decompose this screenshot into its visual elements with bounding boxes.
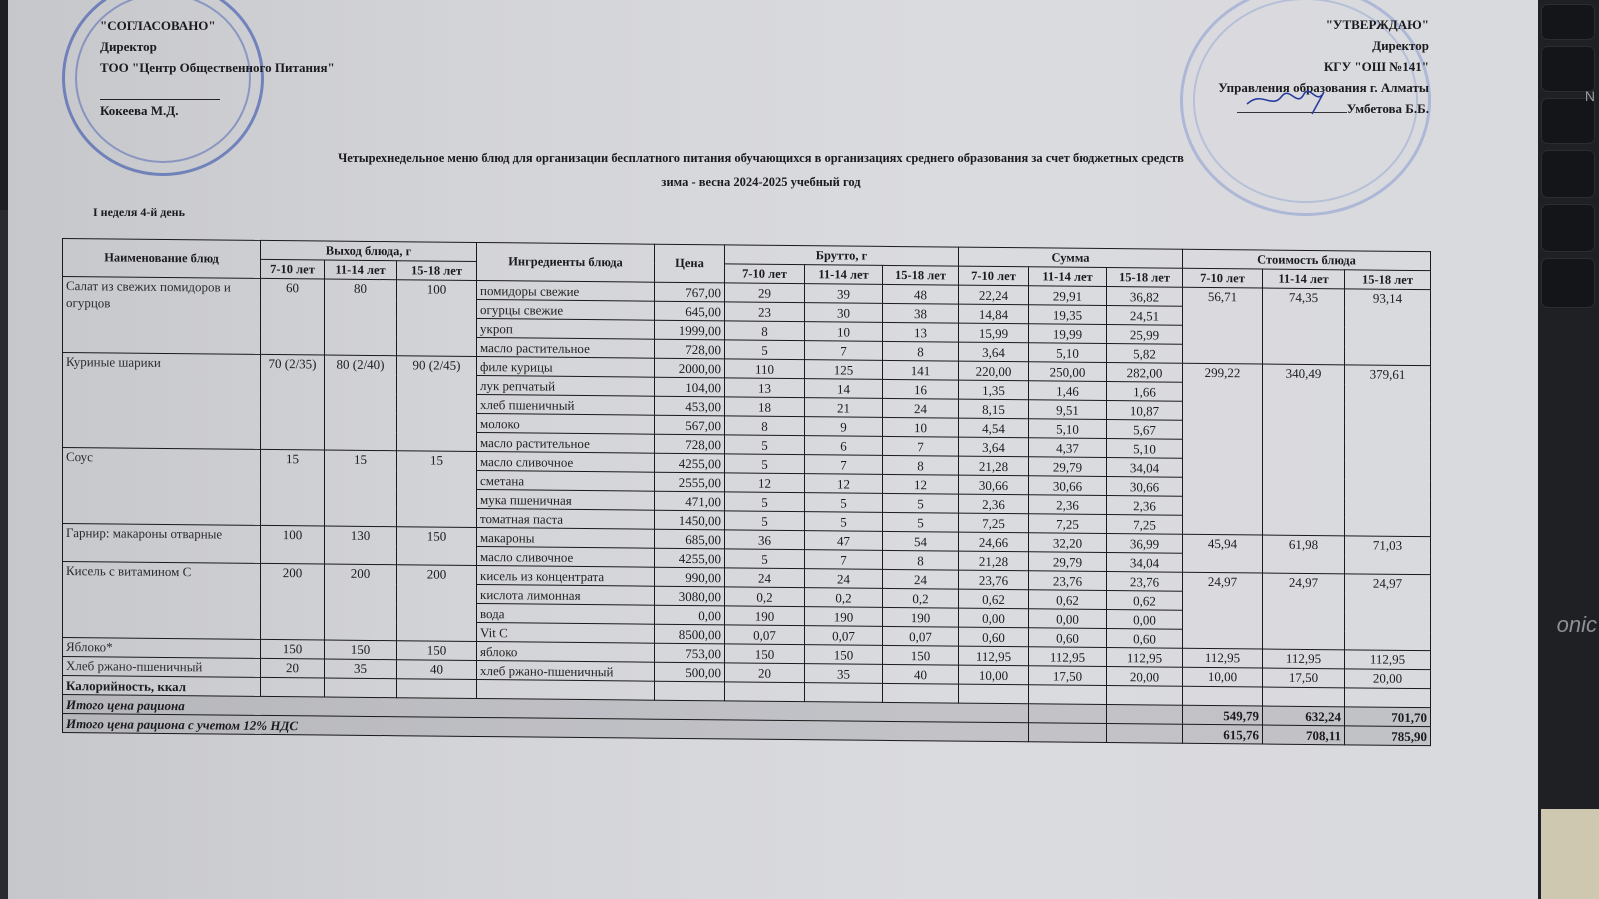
empty-cell (1107, 686, 1183, 706)
header-dish-name: Наименование блюд (63, 239, 261, 279)
signature-line (100, 78, 220, 100)
ingredient-price: 4255,00 (655, 548, 725, 568)
ingredient-gross: 190 (725, 606, 805, 626)
dish-cost: 299,22 (1183, 363, 1263, 535)
title-subtitle: зима - весна 2024-2025 учебный год (661, 175, 861, 189)
approval-department: Управления образования г. Алматы (1218, 80, 1429, 95)
ingredient-price: 1999,00 (655, 320, 725, 340)
ingredient-name: макароны (477, 527, 655, 548)
dish-yield: 130 (325, 526, 397, 565)
header-age: 11-14 лет (805, 265, 883, 285)
ingredient-gross: 14 (805, 379, 883, 399)
document-title (236, 146, 1286, 194)
ingredient-gross: 21 (805, 398, 883, 418)
ingredient-sum: 0,60 (959, 627, 1029, 647)
ingredient-gross: 12 (883, 474, 959, 494)
header-gross: Брутто, г (725, 245, 959, 266)
ingredient-name: помидоры свежие (477, 280, 655, 301)
ingredient-sum: 17,50 (1029, 666, 1107, 686)
menu-table (62, 238, 1431, 746)
dish-yield: 150 (397, 527, 477, 566)
ingredient-name: масло сливочное (477, 451, 655, 472)
ingredient-sum: 24,51 (1107, 306, 1183, 326)
ingredient-gross: 5 (725, 340, 805, 360)
ingredient-gross: 0,2 (725, 587, 805, 607)
ingredient-gross: 38 (883, 303, 959, 323)
empty-cell (261, 677, 325, 697)
ingredient-sum: 30,66 (959, 475, 1029, 495)
ingredient-gross: 0,07 (883, 626, 959, 646)
dish-yield: 35 (325, 659, 397, 679)
ingredient-sum: 5,10 (1029, 419, 1107, 439)
ingredient-name: огурцы свежие (477, 299, 655, 320)
empty-cell (1029, 723, 1107, 743)
ingredient-gross: 5 (725, 511, 805, 531)
empty-cell (397, 679, 477, 699)
ingredient-sum: 36,99 (1107, 534, 1183, 554)
ingredient-gross: 24 (883, 398, 959, 418)
ingredient-sum: 220,00 (959, 361, 1029, 381)
ingredient-price: 645,00 (655, 301, 725, 321)
ingredient-gross: 40 (883, 664, 959, 684)
ingredient-gross: 5 (725, 435, 805, 455)
ingredient-gross: 13 (725, 378, 805, 398)
ingredient-sum: 21,28 (959, 551, 1029, 571)
dish-yield: 150 (397, 641, 477, 661)
approval-block-right (1218, 14, 1429, 119)
ingredient-price: 685,00 (655, 529, 725, 549)
ingredient-gross: 24 (883, 569, 959, 589)
total-vat-value: 785,90 (1345, 726, 1431, 746)
ingredient-name: филе курицы (477, 356, 655, 377)
ingredient-price: 500,00 (655, 662, 725, 682)
ingredient-sum: 30,66 (1029, 476, 1107, 496)
header-age: 15-18 лет (883, 265, 959, 285)
empty-cell (1029, 704, 1107, 724)
ingredient-gross: 5 (883, 512, 959, 532)
ingredient-sum: 0,60 (1029, 628, 1107, 648)
ingredient-name: кисель из концентрата (477, 565, 655, 586)
empty-cell (1263, 687, 1345, 707)
ingredient-sum: 34,04 (1107, 458, 1183, 478)
ingredient-name: мука пшеничная (477, 489, 655, 510)
dish-yield: 90 (2/45) (397, 356, 477, 452)
ingredient-price: 4255,00 (655, 453, 725, 473)
total-vat-value: 615,76 (1183, 724, 1263, 744)
ingredient-gross: 39 (805, 284, 883, 304)
dish-name: Соус (63, 448, 261, 526)
ingredient-sum: 112,95 (1029, 647, 1107, 667)
ingredient-name: вода (477, 603, 655, 624)
ingredient-price: 753,00 (655, 643, 725, 663)
dish-yield: 40 (397, 660, 477, 680)
ingredient-sum: 36,82 (1107, 287, 1183, 307)
ingredient-gross: 8 (883, 341, 959, 361)
ingredient-sum: 23,76 (1107, 572, 1183, 592)
dish-yield: 200 (261, 563, 325, 640)
dish-name: Яблоко* (63, 638, 261, 659)
ingredient-name: яблоко (477, 641, 655, 662)
dish-cost: 112,95 (1263, 649, 1345, 669)
keyboard-key (1541, 204, 1595, 252)
ingredient-gross: 8 (725, 321, 805, 341)
dish-cost: 74,35 (1263, 288, 1345, 365)
approval-name: Умбетова Б.Б. (1346, 101, 1429, 116)
empty-cell (1183, 686, 1263, 706)
empty-cell (1107, 724, 1183, 744)
total-label: Итого цена рациона (63, 695, 1029, 723)
ingredient-sum: 15,99 (959, 323, 1029, 343)
ingredient-gross: 5 (725, 549, 805, 569)
dish-cost: 20,00 (1345, 669, 1431, 689)
ingredient-sum: 5,67 (1107, 420, 1183, 440)
dish-yield: 80 (325, 279, 397, 356)
ingredient-sum: 0,00 (1029, 609, 1107, 629)
keyboard-key (1541, 98, 1595, 144)
week-day-label: I неделя 4-й день (93, 205, 185, 219)
ingredient-price: 104,00 (655, 377, 725, 397)
keyboard-key (1541, 46, 1595, 92)
ingredient-sum: 0,62 (959, 589, 1029, 609)
ingredient-name: укроп (477, 318, 655, 339)
header-age: 7-10 лет (261, 259, 325, 279)
ingredient-price: 728,00 (655, 434, 725, 454)
ingredient-sum: 0,00 (1107, 610, 1183, 630)
keyboard-key-label: N (1584, 88, 1595, 104)
ingredient-sum: 3,64 (959, 437, 1029, 457)
ingredient-gross: 150 (725, 644, 805, 664)
approval-organization: ТОО "Центр Общественного Питания" (100, 60, 335, 75)
approval-position: Директор (100, 39, 157, 54)
ingredient-price: 567,00 (655, 415, 725, 435)
dish-cost: 56,71 (1183, 287, 1263, 364)
header-age: 7-10 лет (725, 264, 805, 284)
dish-yield: 15 (261, 449, 325, 526)
dish-cost: 112,95 (1345, 650, 1431, 670)
header-price: Цена (655, 244, 725, 283)
ingredient-name: лук репчатый (477, 375, 655, 396)
header-age: 7-10 лет (959, 266, 1029, 286)
dish-name: Кисель с витамином С (63, 562, 261, 640)
ingredient-gross: 18 (725, 397, 805, 417)
approval-block-left (100, 15, 335, 121)
dish-yield: 80 (2/40) (325, 355, 397, 451)
ingredient-sum: 1,35 (959, 380, 1029, 400)
header-age: 15-18 лет (1345, 270, 1431, 290)
dish-cost: 93,14 (1345, 289, 1431, 366)
dish-cost: 61,98 (1263, 535, 1345, 574)
ingredient-gross: 7 (883, 436, 959, 456)
title-main: Четырехнедельное меню блюд для организации бесплатного питания обучающихся в организациях среднего образования за счет бюджетных средств (338, 151, 1184, 165)
ingredient-gross: 150 (883, 645, 959, 665)
header-age: 11-14 лет (325, 260, 397, 280)
dish-yield: 70 (2/35) (261, 354, 325, 450)
ingredient-gross: 23 (725, 302, 805, 322)
keyboard-key (1541, 4, 1595, 40)
ingredient-sum: 21,28 (959, 456, 1029, 476)
dish-yield: 20 (261, 658, 325, 678)
header-age: 7-10 лет (1183, 268, 1263, 288)
ingredient-sum: 14,84 (959, 304, 1029, 324)
ingredient-sum: 3,64 (959, 342, 1029, 362)
ingredient-sum: 112,95 (959, 646, 1029, 666)
empty-cell (325, 678, 397, 698)
empty-cell (959, 684, 1029, 704)
dish-name: Салат из свежих помидоров и огурцов (63, 277, 261, 355)
ingredient-sum: 1,66 (1107, 382, 1183, 402)
ingredient-gross: 6 (805, 436, 883, 456)
ingredient-sum: 29,79 (1029, 552, 1107, 572)
dish-yield: 100 (397, 280, 477, 357)
ingredient-price: 8500,00 (655, 624, 725, 644)
ingredient-sum: 20,00 (1107, 667, 1183, 687)
ingredient-sum: 5,10 (1029, 343, 1107, 363)
signature-icon (1237, 100, 1347, 113)
ingredient-name: кислота лимонная (477, 584, 655, 605)
ingredient-sum: 4,54 (959, 418, 1029, 438)
ingredient-gross: 36 (725, 530, 805, 550)
ingredient-gross: 5 (805, 493, 883, 513)
ingredient-gross: 13 (883, 322, 959, 342)
ingredient-gross: 7 (805, 550, 883, 570)
ingredient-gross: 29 (725, 283, 805, 303)
ingredient-sum: 2,36 (1029, 495, 1107, 515)
ingredient-gross: 10 (805, 322, 883, 342)
dish-cost: 17,50 (1263, 668, 1345, 688)
empty-cell (655, 681, 725, 701)
dish-yield: 150 (325, 640, 397, 660)
ingredient-gross: 54 (883, 531, 959, 551)
ingredient-gross: 0,07 (725, 625, 805, 645)
ingredient-price: 767,00 (655, 282, 725, 302)
ingredient-sum: 8,15 (959, 399, 1029, 419)
ingredient-sum: 9,51 (1029, 400, 1107, 420)
keyboard-brand-text: onic (1556, 612, 1597, 637)
ingredient-gross: 125 (805, 360, 883, 380)
approval-status: "УТВЕРЖДАЮ" (1325, 17, 1429, 32)
ingredient-sum: 19,99 (1029, 324, 1107, 344)
ingredient-sum: 23,76 (1029, 571, 1107, 591)
ingredient-sum: 0,00 (959, 608, 1029, 628)
total-value: 632,24 (1263, 706, 1345, 726)
keyboard-key (1541, 150, 1595, 198)
ingredient-sum: 1,46 (1029, 381, 1107, 401)
dish-cost: 112,95 (1183, 648, 1263, 668)
ingredient-price: 3080,00 (655, 586, 725, 606)
ingredient-gross: 12 (725, 473, 805, 493)
dish-yield: 15 (325, 450, 397, 527)
ingredient-gross: 8 (725, 416, 805, 436)
total-vat-value: 708,11 (1263, 725, 1345, 745)
ingredient-gross: 20 (725, 663, 805, 683)
ingredient-gross: 5 (725, 454, 805, 474)
ingredient-gross: 7 (805, 455, 883, 475)
ingredient-price: 471,00 (655, 491, 725, 511)
ingredient-name: масло сливочное (477, 546, 655, 567)
ingredient-gross: 35 (805, 664, 883, 684)
ingredient-sum: 0,60 (1107, 629, 1183, 649)
ingredient-price: 453,00 (655, 396, 725, 416)
ingredient-gross: 7 (805, 341, 883, 361)
ingredient-sum: 29,91 (1029, 286, 1107, 306)
ingredient-name: молоко (477, 413, 655, 434)
ingredient-gross: 12 (805, 474, 883, 494)
header-sum: Сумма (959, 247, 1183, 268)
ingredient-sum: 0,62 (1029, 590, 1107, 610)
ingredient-gross: 5 (805, 512, 883, 532)
empty-cell (1029, 685, 1107, 705)
total-vat-label: Итого цена рациона с учетом 12% НДС (63, 714, 1029, 742)
ingredient-sum: 5,82 (1107, 344, 1183, 364)
keyboard-background (1537, 0, 1599, 899)
ingredient-sum: 10,00 (959, 665, 1029, 685)
ingredient-name: масло растительное (477, 337, 655, 358)
ingredient-gross: 8 (883, 455, 959, 475)
header-age: 15-18 лет (1107, 268, 1183, 288)
ingredient-sum: 7,25 (959, 513, 1029, 533)
ingredient-sum: 250,00 (1029, 362, 1107, 382)
ingredient-sum: 2,36 (959, 494, 1029, 514)
empty-cell (883, 683, 959, 703)
ingredient-gross: 16 (883, 379, 959, 399)
empty-cell (1107, 705, 1183, 725)
ingredient-gross: 150 (805, 645, 883, 665)
dish-cost: 24,97 (1183, 572, 1263, 649)
ingredient-sum: 7,25 (1107, 515, 1183, 535)
empty-cell (805, 683, 883, 703)
dish-yield: 200 (397, 565, 477, 642)
approval-status: "СОГЛАСОВАНО" (100, 18, 216, 33)
calories-label: Калорийность, ккал (63, 676, 261, 697)
dish-cost: 340,49 (1263, 364, 1345, 536)
ingredient-name: сметана (477, 470, 655, 491)
dish-name: Хлеб ржано-пшеничный (63, 657, 261, 678)
header-yield: Выход блюда, г (261, 240, 477, 261)
ingredient-gross: 30 (805, 303, 883, 323)
approval-organization: КГУ "ОШ №141" (1323, 59, 1429, 74)
ingredient-sum: 25,99 (1107, 325, 1183, 345)
ingredient-name: хлеб ржано-пшеничный (477, 660, 655, 681)
ingredient-price: 2000,00 (655, 358, 725, 378)
ingredient-sum: 32,20 (1029, 533, 1107, 553)
ingredient-price: 0,00 (655, 605, 725, 625)
approval-name: Кокеева М.Д. (100, 103, 179, 118)
menu-table-body (63, 277, 1431, 746)
header-dish-cost: Стоимость блюда (1183, 249, 1431, 270)
header-age: 11-14 лет (1263, 269, 1345, 289)
ingredient-gross: 10 (883, 417, 959, 437)
ingredient-price: 728,00 (655, 339, 725, 359)
ingredient-sum: 282,00 (1107, 363, 1183, 383)
ingredient-price: 2555,00 (655, 472, 725, 492)
ingredient-gross: 8 (883, 550, 959, 570)
ingredient-sum: 5,10 (1107, 439, 1183, 459)
ingredient-sum: 0,62 (1107, 591, 1183, 611)
empty-cell (725, 682, 805, 702)
dish-cost: 10,00 (1183, 667, 1263, 687)
dish-cost: 45,94 (1183, 534, 1263, 573)
ingredient-sum: 29,79 (1029, 457, 1107, 477)
total-value: 549,79 (1183, 705, 1263, 725)
ingredient-gross: 5 (725, 492, 805, 512)
ingredient-price: 1450,00 (655, 510, 725, 530)
ingredient-gross: 0,2 (805, 588, 883, 608)
ingredient-gross: 0,2 (883, 588, 959, 608)
header-ingredients: Ингредиенты блюда (477, 242, 655, 282)
ingredient-sum: 2,36 (1107, 496, 1183, 516)
ingredient-gross: 110 (725, 359, 805, 379)
ingredient-sum: 7,25 (1029, 514, 1107, 534)
ingredient-gross: 190 (883, 607, 959, 627)
ingredient-sum: 10,87 (1107, 401, 1183, 421)
dish-cost: 379,61 (1345, 365, 1431, 537)
dish-name: Гарнир: макароны отварные (63, 524, 261, 564)
ingredient-sum: 24,66 (959, 532, 1029, 552)
ingredient-gross: 9 (805, 417, 883, 437)
header-age: 11-14 лет (1029, 267, 1107, 287)
header-age: 15-18 лет (397, 261, 477, 281)
ingredient-gross: 141 (883, 360, 959, 380)
dish-cost: 71,03 (1345, 536, 1431, 575)
ingredient-gross: 5 (883, 493, 959, 513)
dish-yield: 150 (261, 639, 325, 659)
ingredient-gross: 190 (805, 607, 883, 627)
approval-position: Директор (1372, 38, 1429, 53)
ingredient-name: хлеб пшеничный (477, 394, 655, 415)
empty-cell (477, 679, 655, 700)
ingredient-gross: 48 (883, 284, 959, 304)
ingredient-sum: 22,24 (959, 285, 1029, 305)
ingredient-gross: 24 (725, 568, 805, 588)
ingredient-name: томатная паста (477, 508, 655, 529)
dish-cost: 24,97 (1345, 574, 1431, 651)
ingredient-sum: 19,35 (1029, 305, 1107, 325)
ingredient-name: Vit C (477, 622, 655, 643)
dish-yield: 200 (325, 564, 397, 641)
ingredient-price: 990,00 (655, 567, 725, 587)
dish-name: Куриные шарики (63, 353, 261, 450)
dish-cost: 24,97 (1263, 573, 1345, 650)
ingredient-gross: 24 (805, 569, 883, 589)
dish-yield: 15 (397, 451, 477, 528)
dish-yield: 60 (261, 278, 325, 355)
empty-cell (1345, 688, 1431, 708)
ingredient-sum: 23,76 (959, 570, 1029, 590)
ingredient-gross: 0,07 (805, 626, 883, 646)
desk-surface (1541, 809, 1599, 899)
ingredient-sum: 112,95 (1107, 648, 1183, 668)
ingredient-sum: 4,37 (1029, 438, 1107, 458)
total-value: 701,70 (1345, 707, 1431, 727)
ingredient-sum: 34,04 (1107, 553, 1183, 573)
ingredient-sum: 30,66 (1107, 477, 1183, 497)
ingredient-name: масло растительное (477, 432, 655, 453)
ingredient-gross: 47 (805, 531, 883, 551)
keyboard-key (1541, 258, 1595, 308)
dish-yield: 100 (261, 525, 325, 564)
